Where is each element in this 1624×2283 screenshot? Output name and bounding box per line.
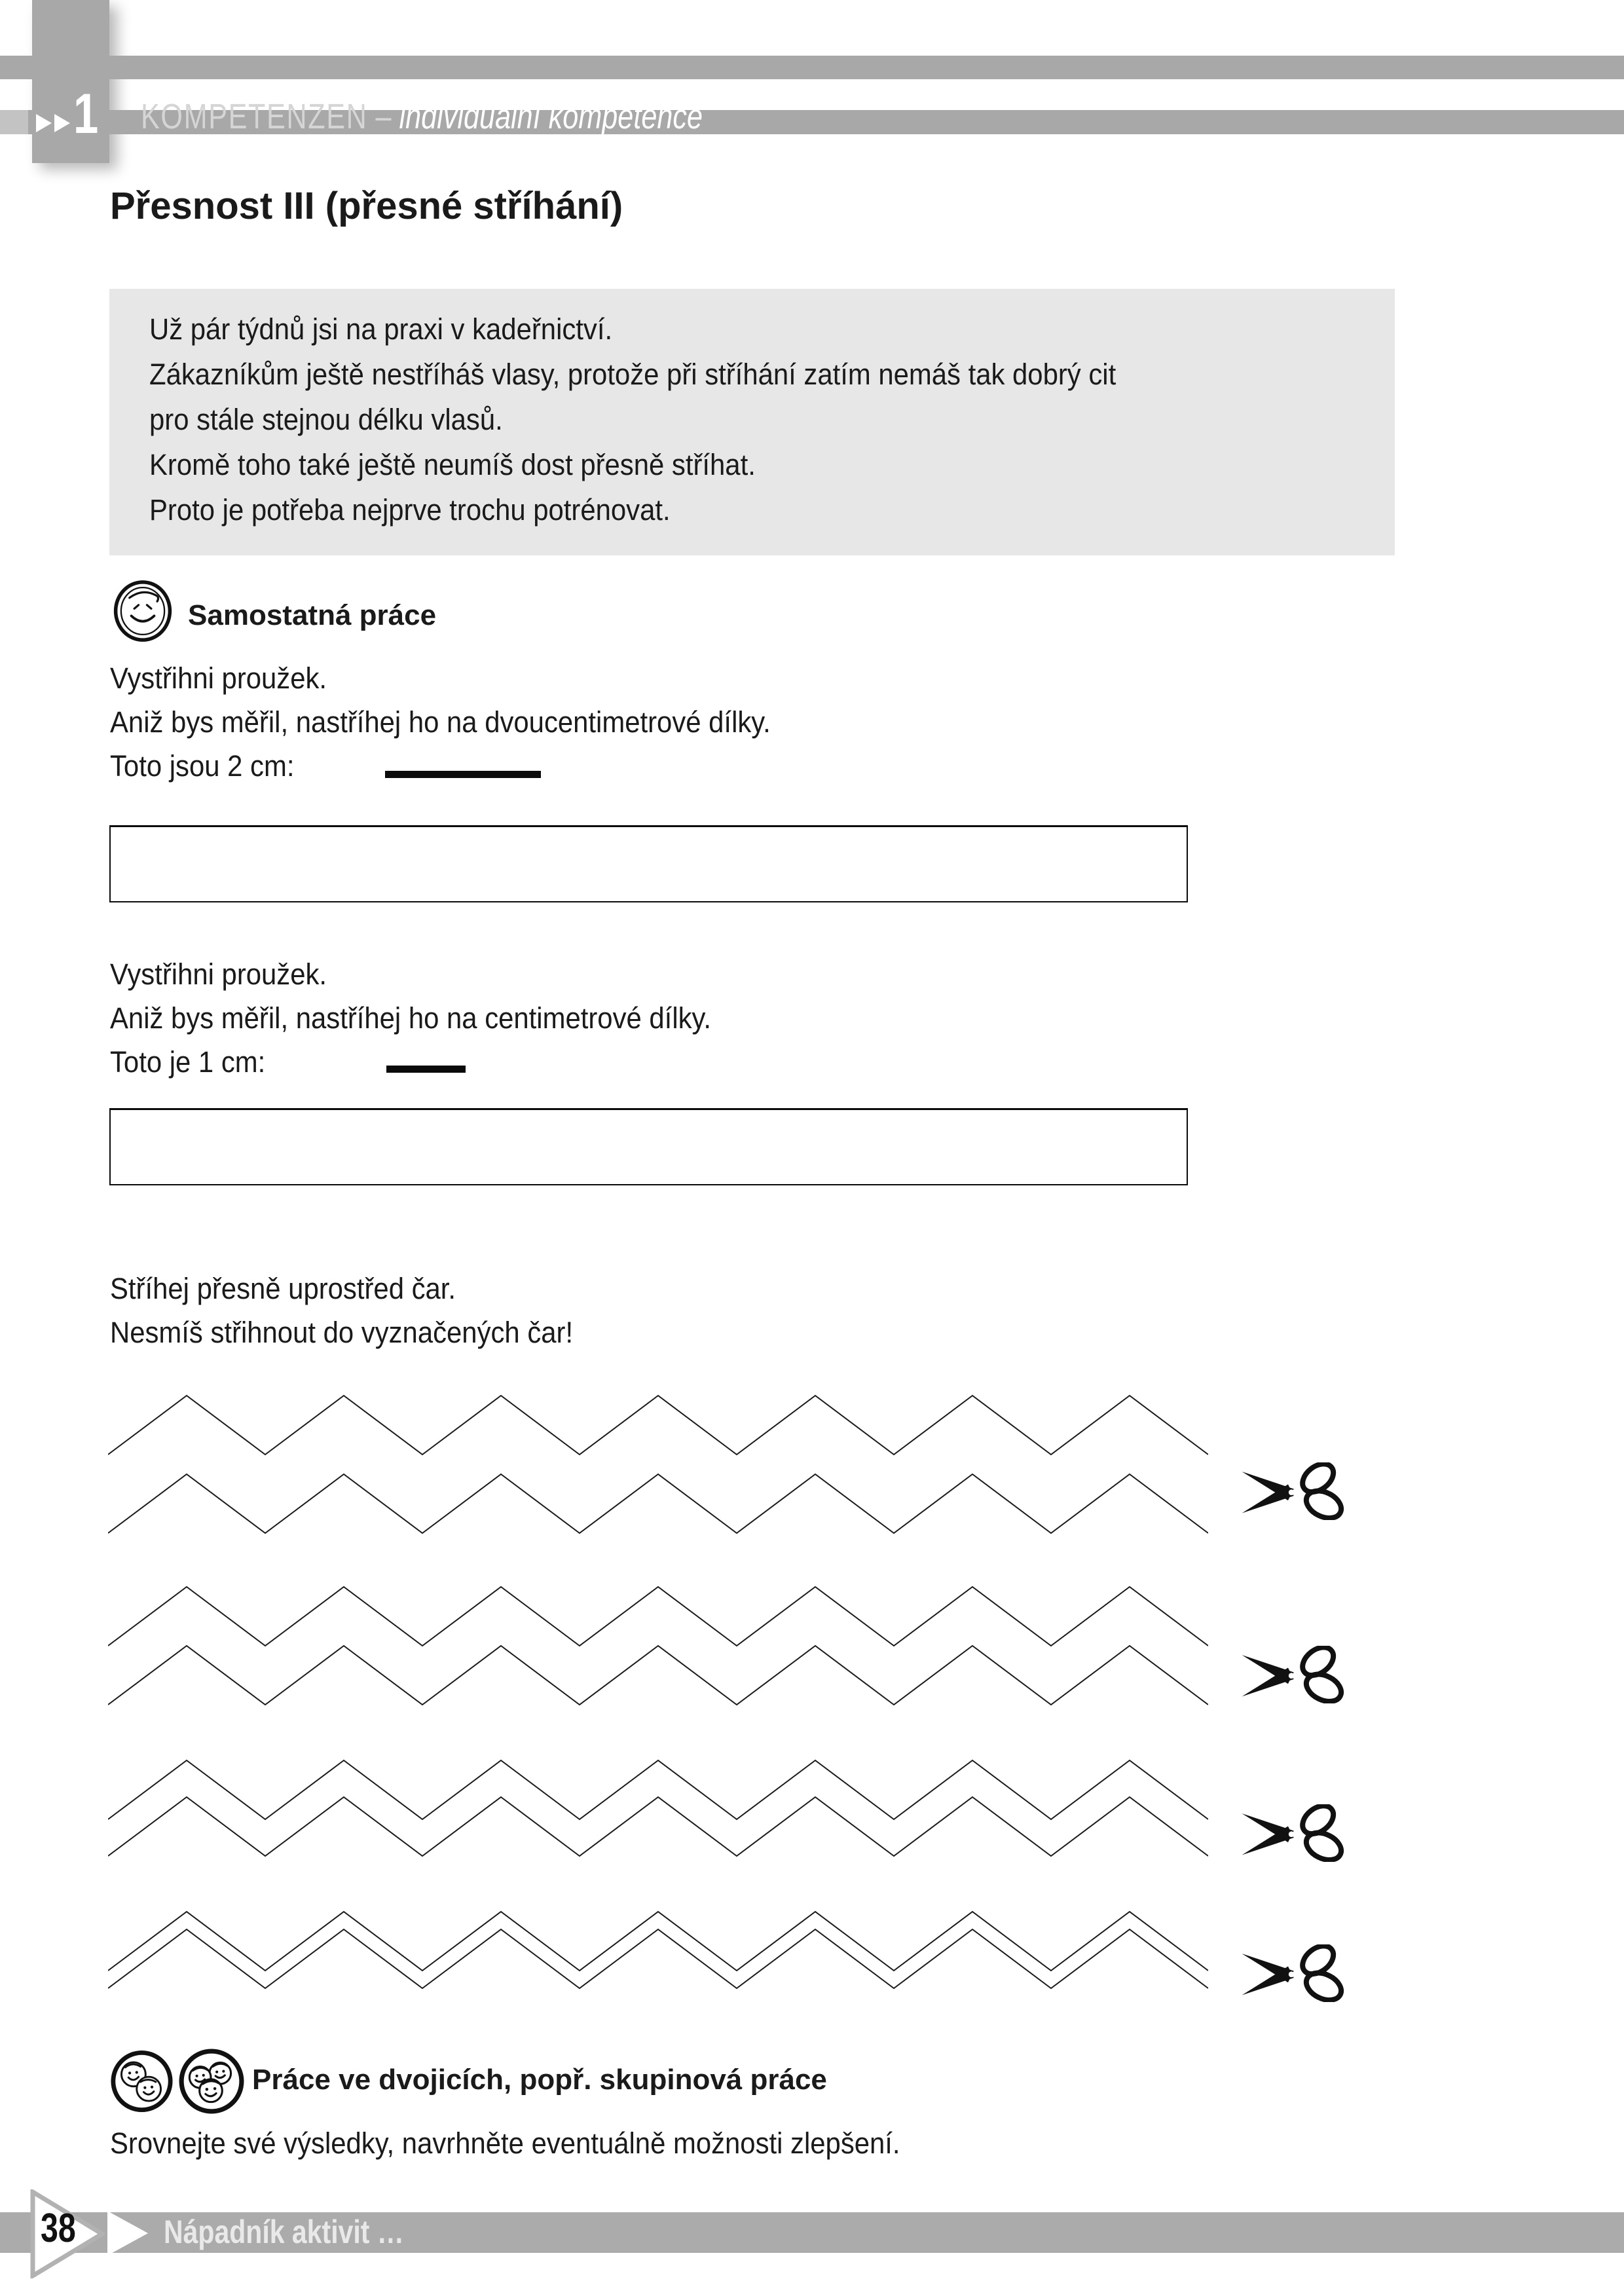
two-cm-sample-line — [385, 771, 541, 778]
cutting-task-instructions — [110, 1267, 573, 1354]
page-title: Přesnost III (přesné stříhání) — [110, 185, 623, 227]
section-separator: – — [375, 97, 392, 136]
task1-instructions — [110, 656, 771, 788]
group-work-heading: Práce ve dvojicích, popř. skupinová práce — [252, 2064, 827, 2096]
zigzag-cutting-path-2 — [108, 1586, 1208, 1706]
intro-line: pro stále stejnou délku vlasů. — [149, 403, 503, 436]
one-cm-sample-line — [386, 1066, 466, 1073]
intro-text — [149, 306, 1116, 532]
double-chevron-icon — [36, 114, 74, 132]
header-band-top — [0, 56, 1624, 79]
header-band-left-segment — [0, 110, 28, 134]
section-label — [141, 99, 703, 134]
scissors-icon — [1239, 1646, 1356, 1703]
section-caps: KOMPETENZEN — [141, 97, 368, 136]
intro-line: Proto je potřeba nejprve trochu potrénovat. — [149, 493, 671, 527]
zigzag-cutting-path-3 — [108, 1759, 1208, 1857]
measure-label: Toto je 1 cm: — [110, 1045, 266, 1079]
scissors-icon — [1239, 1804, 1356, 1862]
task-line: Nesmíš střihnout do vyznačených čar! — [110, 1316, 574, 1349]
task-line: Vystřihni proužek. — [110, 957, 327, 991]
group-smileys-icon — [178, 2047, 245, 2115]
zigzag-cutting-path-1 — [108, 1394, 1208, 1534]
intro-line: Kromě toho také ještě neumíš dost přesně stříhat. — [149, 448, 756, 481]
pair-smileys-icon — [110, 2049, 174, 2114]
individual-work-heading: Samostatná práce — [188, 599, 437, 631]
task-line: Stříhej přesně uprostřed čar. — [110, 1272, 456, 1305]
intro-line: Zákazníkům ještě nestříháš vlasy, protože při stříhání zatím nemáš tak dobrý cit — [149, 358, 1116, 391]
task-line: Vystřihni proužek. — [110, 661, 327, 695]
cut-strip-box-2 — [109, 1108, 1188, 1185]
task2-instructions — [110, 952, 711, 1084]
cut-strip-box-1 — [109, 825, 1188, 902]
group-work-instruction: Srovnejte své výsledky, navrhněte eventuálně možnosti zlepšení. — [110, 2126, 900, 2160]
footer-label: Nápadník aktivit … — [164, 2214, 404, 2250]
measure-label: Toto jsou 2 cm: — [110, 749, 295, 783]
task-line: Aniž bys měřil, nastříhej ho na dvoucentimetrové dílky. — [110, 705, 771, 739]
task-line: Aniž bys měřil, nastříhej ho na centimetrové dílky. — [110, 1001, 711, 1035]
page-number: 38 — [41, 2206, 76, 2251]
chapter-number: 1 — [73, 83, 99, 145]
smiley-face-icon — [113, 579, 173, 643]
footer-arrow-icon — [107, 2211, 148, 2255]
intro-line: Už pár týdnů jsi na praxi v kadeřnictví. — [149, 312, 613, 346]
section-subtitle: individuální kompetence — [399, 97, 703, 136]
zigzag-cutting-path-4 — [108, 1910, 1208, 1990]
scissors-icon — [1239, 1944, 1356, 2002]
scissors-icon — [1239, 1462, 1356, 1520]
